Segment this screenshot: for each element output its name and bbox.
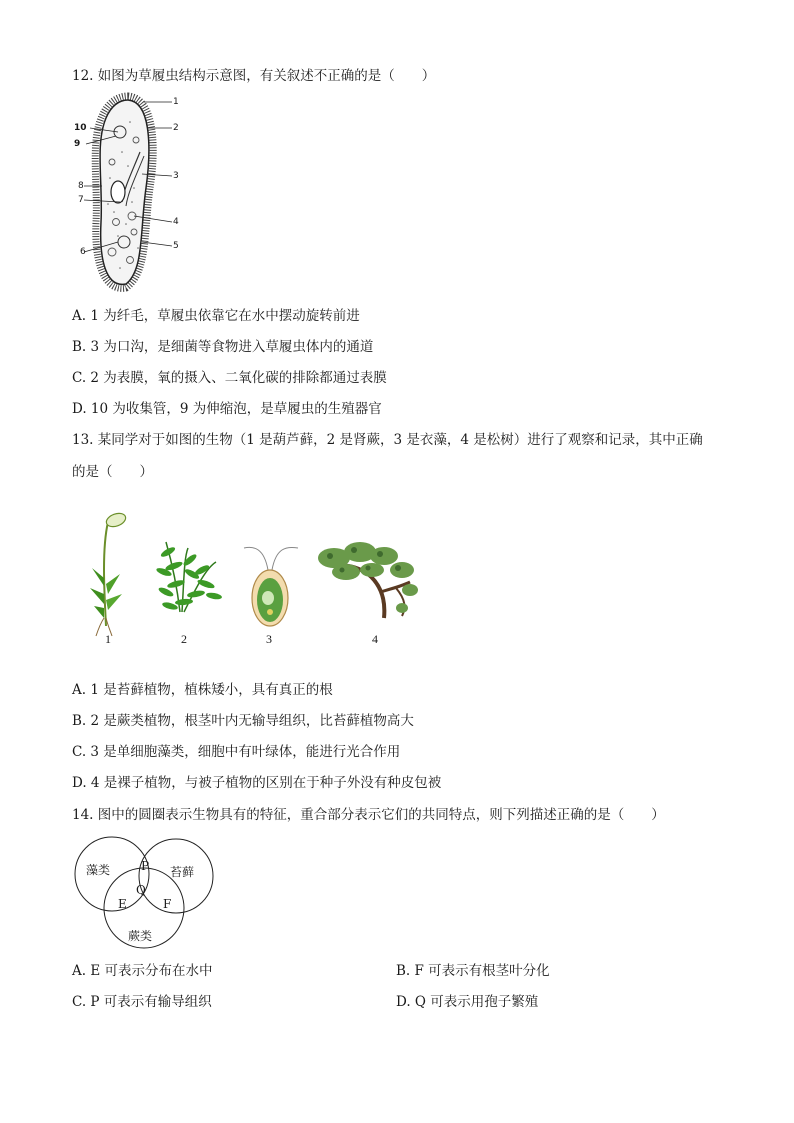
paramecium-figure <box>72 92 192 298</box>
venn-region-q: Q <box>136 883 146 897</box>
question-12-stem: 12. 如图为草履虫结构示意图，有关叙述不正确的是（ ） <box>72 68 436 84</box>
pine-tree <box>318 542 418 618</box>
q13-option-d: D. 4 是裸子植物，与被子植物的区别在于种子外没有种皮包被 <box>72 775 442 791</box>
paramecium-label-2: 2 <box>173 123 179 133</box>
q12-option-a: A. 1 为纤毛，草履虫依靠它在水中摆动旋转前进 <box>72 308 360 324</box>
q13-option-c: C. 3 是单细胞藻类，细胞中有叶绿体，能进行光合作用 <box>72 744 401 760</box>
chlamydomonas-cell <box>244 547 298 626</box>
q13-option-b: B. 2 是蕨类植物，根茎叶内无输导组织，比苔藓植物高大 <box>72 713 414 729</box>
paramecium-label-3: 3 <box>173 171 179 181</box>
q12-option-b: B. 3 为口沟，是细菌等食物进入草履虫体内的通道 <box>72 339 374 355</box>
venn-region-e: E <box>118 897 127 911</box>
paramecium-label-9: 9 <box>74 139 81 149</box>
plant-number-1: 1 <box>105 632 111 646</box>
q13-option-a: A. 1 是苔藓植物，植株矮小，具有真正的根 <box>72 682 333 698</box>
q14-option-c: C. P 可表示有输导组织 <box>72 994 212 1010</box>
q14-option-a: A. E 可表示分布在水中 <box>72 963 213 979</box>
paramecium-label-1: 1 <box>173 97 179 107</box>
venn-region-f: F <box>163 897 172 911</box>
question-13-stem-line2: 的是（ ） <box>72 464 153 480</box>
fern-plant <box>155 542 222 612</box>
paramecium-label-8: 8 <box>78 181 84 191</box>
q14-option-b: B. F 可表示有根茎叶分化 <box>396 963 550 979</box>
q12-option-c: C. 2 为表膜，氧的摄入、二氧化碳的排除都通过表膜 <box>72 370 387 386</box>
venn-label-fern: 蕨类 <box>128 929 153 943</box>
plant-number-4: 4 <box>372 632 378 646</box>
q12-option-d: D. 10 为收集管，9 为伸缩泡，是草履虫的生殖器官 <box>72 401 382 417</box>
plants-figure <box>84 508 424 654</box>
paramecium-label-7: 7 <box>78 195 84 205</box>
paramecium-label-6: 6 <box>80 247 86 257</box>
plant-number-2: 2 <box>181 632 187 646</box>
q14-option-d: D. Q 可表示用孢子繁殖 <box>396 994 539 1010</box>
venn-region-p: P <box>141 859 150 873</box>
paramecium-label-4: 4 <box>173 217 179 227</box>
venn-label-moss: 苔藓 <box>170 865 195 879</box>
venn-diagram <box>72 832 222 952</box>
question-14-stem: 14. 图中的圆圈表示生物具有的特征，重合部分表示它们的共同特点，则下列描述正确的是（ ） <box>72 807 665 823</box>
paramecium-label-10: 10 <box>74 123 87 133</box>
paramecium-label-5: 5 <box>173 241 179 251</box>
plant-number-3: 3 <box>266 632 272 646</box>
venn-label-algae: 藻类 <box>86 863 111 877</box>
moss-plant <box>90 511 127 636</box>
question-13-stem-line1: 13. 某同学对于如图的生物（1 是葫芦藓，2 是肾蕨，3 是衣藻，4 是松树）进行了观察和记录，其中正确 <box>72 432 703 448</box>
